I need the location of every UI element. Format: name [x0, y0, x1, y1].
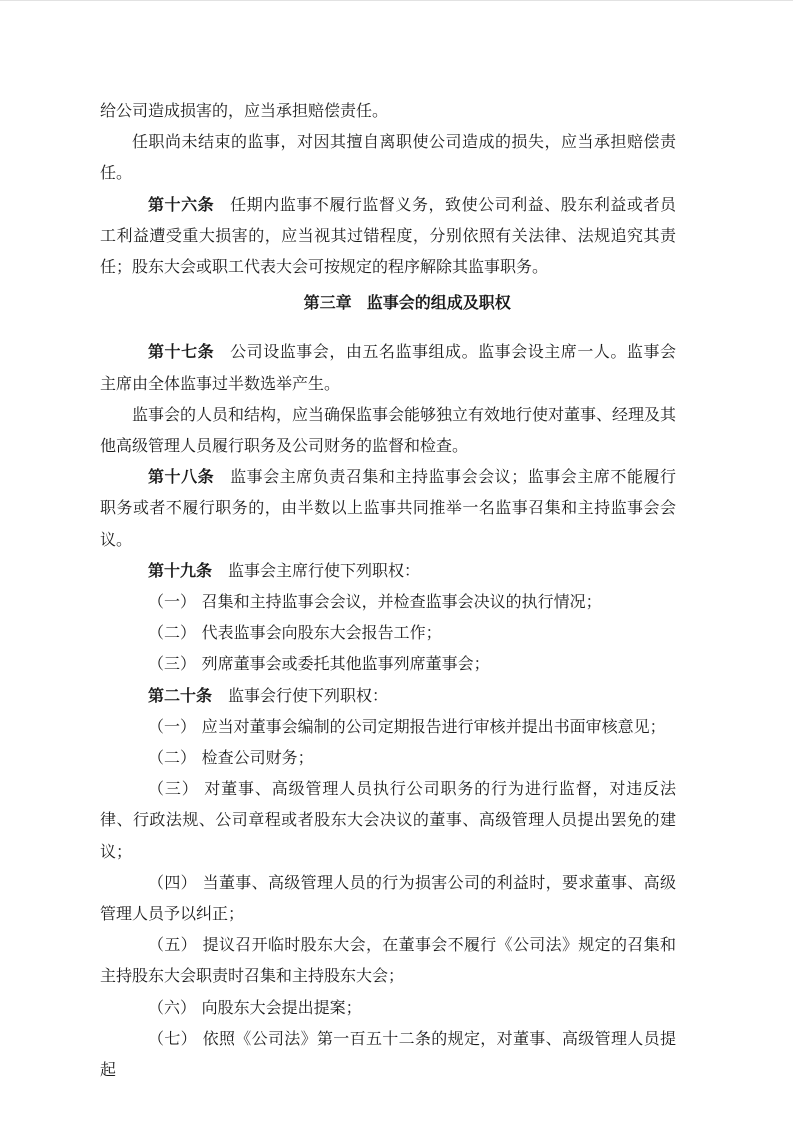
list-item-paragraph [100, 712, 676, 743]
article-number: 第十九条 [148, 562, 213, 580]
item-number: （四） [148, 874, 198, 892]
paragraph-text: 向股东大会提出提案； [201, 999, 362, 1017]
paragraph-text: 监事会主席负责召集和主持监事会会议；监事会主席不能履行职务或者不履行职务的，由半数以上监事共同推举一名监事召集和主持监事会会议。 [100, 469, 676, 549]
article-paragraph [100, 190, 676, 284]
list-item-paragraph [100, 1024, 676, 1086]
article-paragraph [100, 462, 676, 556]
paragraph-text: 任职尚未结束的监事，对因其擅自离职使公司造成的损失，应当承担赔偿责任。 [100, 134, 676, 183]
article-number: 第十八条 [148, 469, 215, 487]
paragraph-text: 监事会的组成及职权 [366, 295, 511, 313]
list-item-paragraph [100, 649, 676, 680]
paragraph-text: 监事会主席行使下列职权： [228, 562, 421, 580]
paragraph-text: 监事会行使下列职权： [228, 687, 389, 705]
list-item-paragraph [100, 743, 676, 774]
paragraph-text: 当董事、高级管理人员的行为损害公司的利益时，要求董事、高级管理人员予以纠正； [100, 874, 676, 924]
paragraph-text: 检查公司财务； [201, 750, 314, 768]
paragraph-text: 召集和主持监事会会议，并检查监事会决议的执行情况； [201, 594, 602, 612]
list-item-paragraph [100, 868, 676, 930]
paragraph-text: 对董事、高级管理人员执行公司职务的行为进行监督，对违反法律、行政法规、公司章程或者股东大会决议的董事、高级管理人员提出罢免的建议； [100, 781, 676, 861]
list-item-paragraph [100, 618, 676, 649]
list-item-paragraph [100, 930, 676, 992]
item-number: （六） [148, 999, 197, 1017]
item-number: （三） [148, 781, 199, 799]
item-number: （三） [148, 656, 197, 674]
document-content [100, 96, 676, 1086]
item-number: （七） [148, 1030, 198, 1048]
paragraph-text: 代表监事会向股东大会报告工作； [201, 625, 442, 643]
body-paragraph [100, 96, 676, 127]
paragraph-text: 列席董事会或委托其他监事列席董事会； [201, 656, 490, 674]
paragraph-text: 给公司造成损害的，应当承担赔偿责任。 [100, 103, 389, 120]
body-paragraph [100, 127, 676, 189]
paragraph-text: 依照《公司法》第一百五十二条的规定，对董事、高级管理人员提起 [100, 1030, 676, 1080]
item-number: （一） [148, 718, 197, 736]
chapter-heading [100, 288, 676, 319]
item-number: （二） [148, 750, 197, 768]
list-item-paragraph [100, 587, 676, 618]
item-number: （一） [148, 594, 197, 612]
paragraph-text: 监事会的人员和结构，应当确保监事会能够独立有效地行使对董事、经理及其他高级管理人员履行职务及公司财务的监督和检查。 [100, 406, 677, 456]
chapter-number: 第三章 [303, 295, 352, 313]
article-paragraph [100, 556, 676, 587]
paragraph-text: 应当对董事会编制的公司定期报告进行审核并提出书面审核意见； [201, 718, 666, 736]
item-number: （二） [148, 625, 197, 643]
article-number: 第十七条 [148, 344, 215, 362]
paragraph-text: 任期内监事不履行监督义务，致使公司利益、股东利益或者员工利益遭受重大损害的，应当视其过错程度，分别依照有关法律、法规追究其责任；股东大会或职工代表大会可按规定的程序解除其监事职务。 [100, 196, 676, 277]
paragraph-text: 公司设监事会，由五名监事组成。监事会设主席一人。监事会主席由全体监事过半数选举产生。 [100, 344, 676, 393]
article-number: 第十六条 [148, 196, 215, 214]
paragraph-text: 提议召开临时股东大会，在董事会不履行《公司法》规定的召集和主持股东大会职责时召集和主持股东大会； [100, 937, 676, 986]
article-number: 第二十条 [148, 687, 213, 705]
body-paragraph [100, 400, 676, 462]
list-item-paragraph [100, 993, 676, 1024]
article-paragraph [100, 681, 676, 712]
list-item-paragraph [100, 774, 676, 868]
article-paragraph [100, 337, 676, 399]
item-number: （五） [148, 937, 198, 955]
